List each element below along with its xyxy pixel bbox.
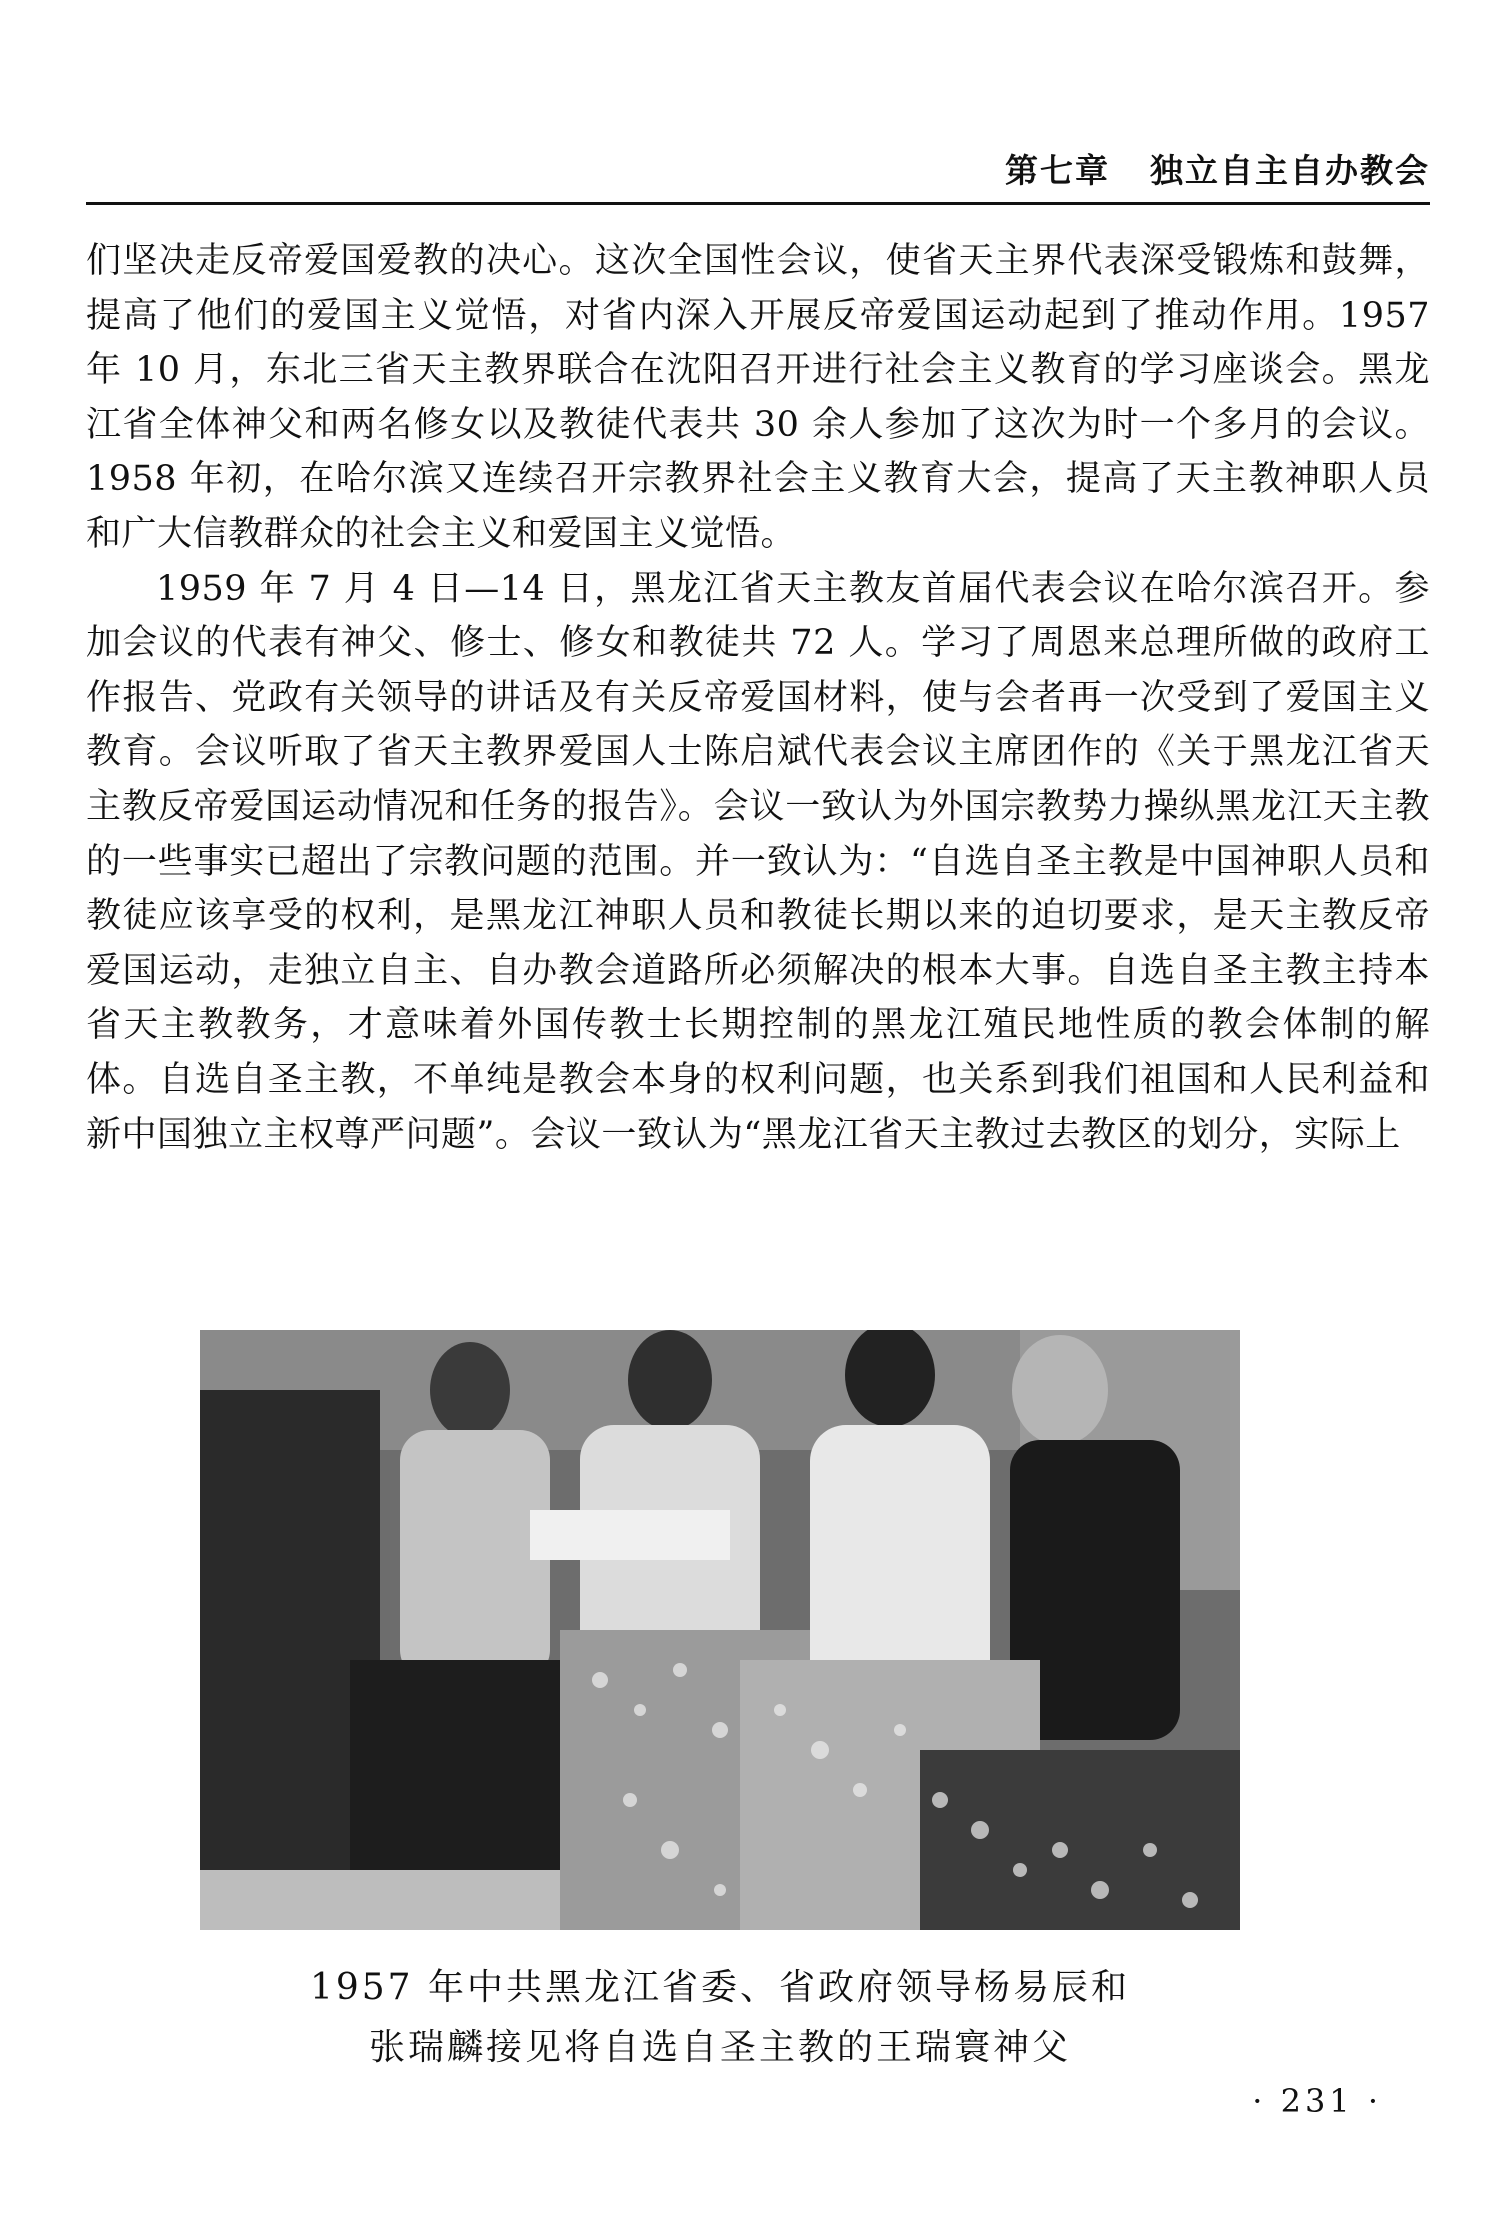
paragraph-2: 1959 年 7 月 4 日—14 日，黑龙江省天主教友首届代表会议在哈尔滨召开。参加会议的代表有神父、修士、修女和教徒共 72 人。学习了周恩来总理所做的政府工作报告、党政有关领导的讲话及有关反帝爱国材料，使与会者再一次受到了爱国主义教育。会议听取了省天主教界爱国人士陈启斌代表会议主席团作的《关于黑龙江省天主教反帝爱国运动情况和任务的报告》。会议一致认为外国宗教势力操纵黑龙江天主教的一些事实已超出了宗教问题的范围。并一致认为：“自选自圣主教是中国神职人员和教徒应该享受的权利，是黑龙江神职人员和教徒长期以来的迫切要求，是天主教反帝爱国运动，走独立自主、自办教会道路所必须解决的根本大事。自选自圣主教主持本省天主教教务，才意味着外国传教士长期控制的黑龙江殖民地性质的教会体制的解体。自选自圣主教，不单纯是教会本身的权利问题，也关系到我们祖国和人民利益和新中国独立主权尊严问题”。会议一致认为“黑龙江省天主教过去教区的划分，实际上 [86, 568, 1430, 1155]
header-rule [86, 202, 1430, 205]
photo-caption [200, 1958, 1240, 2078]
chapter-number: 第七章 [1005, 151, 1110, 190]
body-text [86, 234, 1430, 1162]
caption-line-2: 张瑞麟接见将自选自圣主教的王瑞寰神父 [368, 2027, 1071, 2068]
running-header [86, 145, 1430, 192]
meeting-photo [200, 1330, 1240, 1930]
chapter-title: 独立自主自办教会 [1150, 151, 1430, 190]
caption-line-1: 1957 年中共黑龙江省委、省政府领导杨易辰和 [309, 1967, 1131, 2008]
page-number: · 231 · [1252, 2082, 1382, 2120]
paragraph-1: 们坚决走反帝爱国爱教的决心。这次全国性会议，使省天主界代表深受锻炼和鼓舞，提高了他们的爱国主义觉悟，对省内深入开展反帝爱国运动起到了推动作用。1957 年 10 月，东北三省天主教界联合在沈阳召开进行社会主义教育的学习座谈会。黑龙江省全体神父和两名修女以及教徒代表共 30 余人参加了这次为时一个多月的会议。1958 年初，在哈尔滨又连续召开宗教界社会主义教育大会，提高了天主教神职人员和广大信教群众的社会主义和爱国主义觉悟。 [86, 241, 1430, 554]
